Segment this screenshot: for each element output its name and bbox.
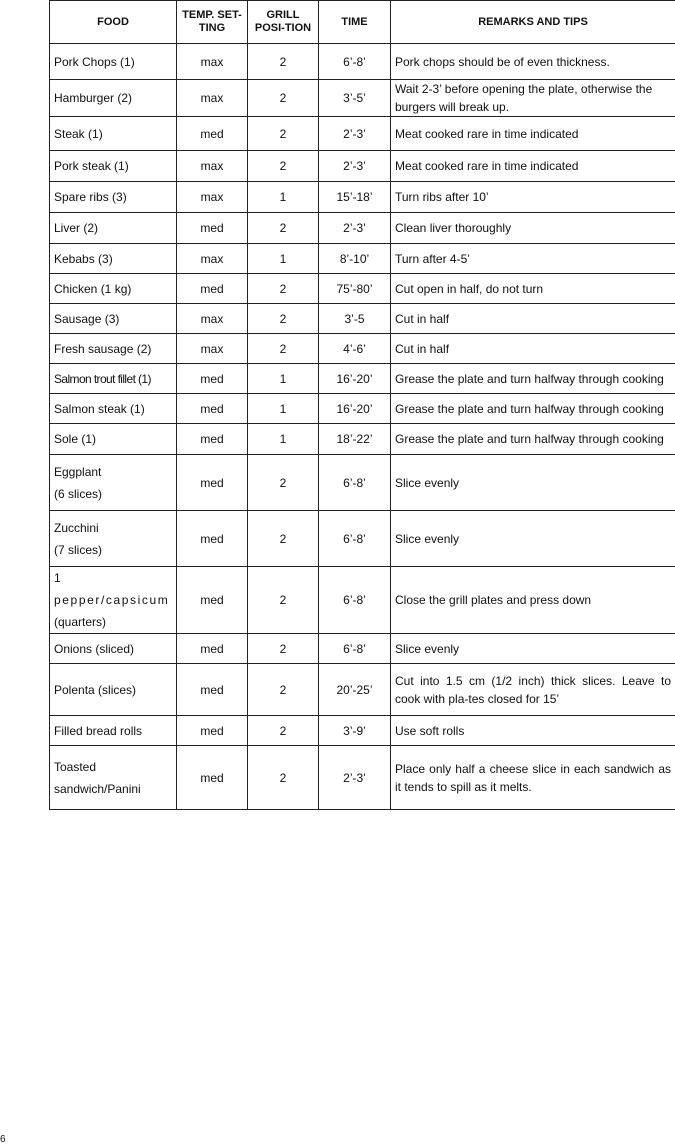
remarks-cell: Turn ribs after 10’ xyxy=(391,182,675,213)
food-cell: Spare ribs (3) xyxy=(50,182,177,213)
position-cell: 2 xyxy=(248,716,319,746)
remarks-cell: Wait 2-3’ before opening the plate, otherwise the burgers will break up. xyxy=(391,80,675,117)
food-cell: Onions (sliced) xyxy=(50,634,177,664)
temp-cell: max xyxy=(177,182,248,213)
position-cell: 2 xyxy=(248,151,319,182)
position-cell: 2 xyxy=(248,567,319,634)
temp-cell: med xyxy=(177,716,248,746)
position-cell: 2 xyxy=(248,304,319,334)
table-row xyxy=(50,334,675,364)
food-cell: Salmon trout fillet (1) xyxy=(50,364,177,394)
position-cell: 2 xyxy=(248,334,319,364)
temp-cell: med xyxy=(177,424,248,455)
table-row xyxy=(50,213,675,244)
table-row xyxy=(50,151,675,182)
table-row xyxy=(50,182,675,213)
time-cell: 3’-5 xyxy=(319,304,391,334)
time-cell: 4’-6’ xyxy=(319,334,391,364)
remarks-cell: Slice evenly xyxy=(391,455,675,511)
food-cell: Sole (1) xyxy=(50,424,177,455)
time-cell: 6’-8’ xyxy=(319,634,391,664)
temp-cell: max xyxy=(177,244,248,274)
position-cell: 1 xyxy=(248,244,319,274)
temp-cell: med xyxy=(177,455,248,511)
remarks-cell: Close the grill plates and press down xyxy=(391,567,675,634)
position-cell: 2 xyxy=(248,746,319,810)
remarks-cell: Slice evenly xyxy=(391,634,675,664)
time-cell: 6’-8’ xyxy=(319,567,391,634)
position-cell: 2 xyxy=(248,634,319,664)
remarks-cell: Cut open in half, do not turn xyxy=(391,274,675,304)
food-name-line: 1 pepper/capsicum xyxy=(54,571,170,607)
table-row xyxy=(50,746,675,810)
temp-cell: med xyxy=(177,567,248,634)
remarks-cell: Use soft rolls xyxy=(391,716,675,746)
table-row xyxy=(50,364,675,394)
time-cell: 3’-5’ xyxy=(319,80,391,117)
table-row xyxy=(50,244,675,274)
remarks-cell: Grease the plate and turn halfway through cooking xyxy=(391,424,675,455)
food-cell: Filled bread rolls xyxy=(50,716,177,746)
position-cell: 2 xyxy=(248,80,319,117)
food-cell xyxy=(50,567,177,634)
table-row xyxy=(50,634,675,664)
time-cell: 20’-25’ xyxy=(319,664,391,716)
food-cell xyxy=(50,746,177,810)
header-food: FOOD xyxy=(50,1,177,44)
table-row xyxy=(50,511,675,567)
table-row xyxy=(50,44,675,80)
position-cell: 2 xyxy=(248,44,319,80)
remarks-cell: Cut in half xyxy=(391,304,675,334)
time-cell: 6’-8’ xyxy=(319,455,391,511)
table-row xyxy=(50,274,675,304)
time-cell: 8’-10’ xyxy=(319,244,391,274)
food-cell: Pork steak (1) xyxy=(50,151,177,182)
time-cell: 16’-20’ xyxy=(319,364,391,394)
remarks-cell: Meat cooked rare in time indicated xyxy=(391,117,675,151)
food-cell: Pork Chops (1) xyxy=(50,44,177,80)
header-temp-setting: TEMP. SET-TING xyxy=(177,1,248,44)
table-row xyxy=(50,304,675,334)
temp-cell: med xyxy=(177,511,248,567)
table-header-row xyxy=(50,1,675,44)
food-cell xyxy=(50,511,177,567)
position-cell: 1 xyxy=(248,182,319,213)
temp-cell: med xyxy=(177,394,248,424)
header-grill-position: GRILL POSI-TION xyxy=(248,1,319,44)
remarks-cell: Slice evenly xyxy=(391,511,675,567)
temp-cell: med xyxy=(177,746,248,810)
position-cell: 2 xyxy=(248,455,319,511)
page-number: 6 xyxy=(0,1134,6,1145)
remarks-cell: Grease the plate and turn halfway through cooking xyxy=(391,394,675,424)
food-name-line: Zucchini xyxy=(54,520,99,535)
remarks-cell: Cut in half xyxy=(391,334,675,364)
remarks-cell: Meat cooked rare in time indicated xyxy=(391,151,675,182)
temp-cell: max xyxy=(177,304,248,334)
table-row xyxy=(50,80,675,117)
position-cell: 2 xyxy=(248,511,319,567)
temp-cell: max xyxy=(177,80,248,117)
temp-cell: max xyxy=(177,151,248,182)
temp-cell: med xyxy=(177,213,248,244)
table-row xyxy=(50,424,675,455)
food-cell: Fresh sausage (2) xyxy=(50,334,177,364)
remarks-cell: Pork chops should be of even thickness. xyxy=(391,44,675,80)
time-cell: 18’-22’ xyxy=(319,424,391,455)
position-cell: 1 xyxy=(248,424,319,455)
food-name-line: Eggplant xyxy=(54,464,102,479)
temp-cell: med xyxy=(177,664,248,716)
temp-cell: med xyxy=(177,634,248,664)
food-quantity-line: sandwich/Panini xyxy=(54,781,141,796)
position-cell: 1 xyxy=(248,394,319,424)
food-cell: Hamburger (2) xyxy=(50,80,177,117)
position-cell: 2 xyxy=(248,117,319,151)
food-cell: Kebabs (3) xyxy=(50,244,177,274)
header-remarks: REMARKS AND TIPS xyxy=(391,1,675,44)
remarks-cell: Turn after 4-5’ xyxy=(391,244,675,274)
food-quantity-line: (7 slices) xyxy=(54,542,103,557)
food-cell xyxy=(50,455,177,511)
time-cell: 2’-3’ xyxy=(319,746,391,810)
table-row xyxy=(50,394,675,424)
remarks-cell: Place only half a cheese slice in each sandwich as it tends to spill as it melts. xyxy=(391,746,675,810)
time-cell: 3’-9’ xyxy=(319,716,391,746)
position-cell: 2 xyxy=(248,664,319,716)
time-cell: 2’-3’ xyxy=(319,117,391,151)
food-cell: Polenta (slices) xyxy=(50,664,177,716)
temp-cell: max xyxy=(177,334,248,364)
time-cell: 6’-8’ xyxy=(319,511,391,567)
food-cell: Liver (2) xyxy=(50,213,177,244)
table-row xyxy=(50,117,675,151)
grilling-times-table xyxy=(49,0,675,810)
remarks-cell: Cut into 1.5 cm (1/2 inch) thick slices. Leave to cook with pla-tes closed for 15’ xyxy=(391,664,675,716)
food-quantity-line: (quarters) xyxy=(54,615,107,629)
table-row xyxy=(50,567,675,634)
time-cell: 15’-18’ xyxy=(319,182,391,213)
time-cell: 16’-20’ xyxy=(319,394,391,424)
header-time: TIME xyxy=(319,1,391,44)
food-quantity-line: (6 slices) xyxy=(54,486,103,501)
food-cell: Salmon steak (1) xyxy=(50,394,177,424)
remarks-cell: Clean liver thoroughly xyxy=(391,213,675,244)
time-cell: 2’-3’ xyxy=(319,151,391,182)
food-cell: Steak (1) xyxy=(50,117,177,151)
food-cell: Chicken (1 kg) xyxy=(50,274,177,304)
remarks-cell: Grease the plate and turn halfway through cooking xyxy=(391,364,675,394)
temp-cell: med xyxy=(177,274,248,304)
time-cell: 75’-80’ xyxy=(319,274,391,304)
food-cell: Sausage (3) xyxy=(50,304,177,334)
temp-cell: med xyxy=(177,117,248,151)
position-cell: 1 xyxy=(248,364,319,394)
table-row xyxy=(50,664,675,716)
food-name-line: Toasted xyxy=(54,759,97,774)
position-cell: 2 xyxy=(248,213,319,244)
time-cell: 6’-8’ xyxy=(319,44,391,80)
temp-cell: med xyxy=(177,364,248,394)
position-cell: 2 xyxy=(248,274,319,304)
table-row xyxy=(50,716,675,746)
temp-cell: max xyxy=(177,44,248,80)
time-cell: 2’-3’ xyxy=(319,213,391,244)
table-row xyxy=(50,455,675,511)
